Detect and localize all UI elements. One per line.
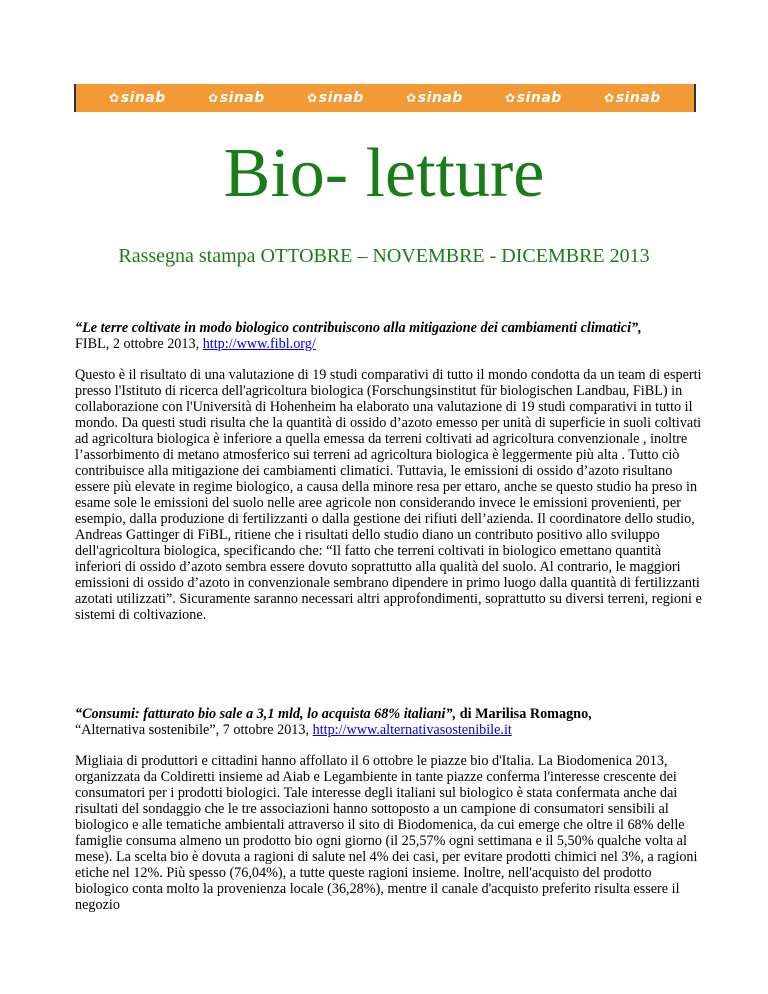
page-title: Bio- letture [223,135,545,212]
sinab-logo: ✿ sinab [307,90,364,106]
article-link[interactable]: http://www.alternativasostenibile.it [312,722,512,738]
sinab-logo: ✿ sinab [604,90,661,106]
sinab-leaf-icon: ✿ [208,91,219,105]
sinab-leaf-icon: ✿ [505,91,516,105]
article-body: Migliaia di produttori e cittadini hanno affollato il 6 ottobre le piazze bio d'Italia. La Biodomenica 2013, organizzata da Coldiretti insieme ad Aiab e Legambiente in tante piazze conferma l'interesse crescente dei consumatori per i prodotti biologici. Tale interesse degli italiani sul biologico è stata confermata anche dai risultati del sondaggio che le tre associazioni hanno sottoposto a un campione di consumatori sensibili al biologico e alle tematiche ambientali attraverso il sito di Biodomenica, da cui emerge che oltre il 68% delle famiglie consuma almeno un prodotto bio ogni giorno (il 25,57% ogni settimana e il 5,50% qualche volta al mese). La scelta bio è dovuta a ragioni di salute nel 4% dei casi, per evitare prodotti chimici nel 3%, a ragioni etiche nel 12%. Più spesso (76,04%), a tutte queste ragioni insieme. Inoltre, nell'acquisto del prodotto biologico conta molto la provenienza locale (36,28%), mentre il canale d'acquisto preferito risulta essere il negozio [75,753,698,913]
sinab-leaf-icon: ✿ [604,91,615,105]
page-subtitle: Rassegna stampa OTTOBRE – NOVEMBRE - DICEMBRE 2013 [118,245,650,267]
article-headline [75,706,705,738]
article-body: Questo è il risultato di una valutazione di 19 studi comparativi di tutto il mondo condotta da un team di esperti presso l'Istituto di ricerca dell'agricoltura biologica (Forschungsinstitut für biologischen Landbau, FiBL) in collaborazione con l'Università di Hohenheim ha elaborato una valutazione di 19 studi comparativi in tutto il mondo. Da questi studi risulta che la quantità di ossido d’azoto emesso per unità di superficie in suoli coltivati ad agricoltura biologica è inferiore a quella emessa da terreni coltivati ad agricoltura convenzionale , inoltre l’assorbimento di metano atmosferico sui terreni ad agricoltura biologica è leggermente più alta . Tutto ciò contribuisce alla mitigazione dei cambiamenti climatici. Tuttavia, le emissioni di ossido d’azoto risultano essere più elevate in regime biologico, a causa della minore resa per ettaro, anche se questo studio ha preso in esame sole le emissioni del suolo nelle aree agricole non considerando invece le emissioni provenienti, per esempio, dalla produzione di fertilizzanti o dalla gestione dei rifiuti dell’azienda. Il coordinatore dello studio, Andreas Gattinger di FiBL, ritiene che i risultati dello studio diano un contributo positivo allo sviluppo dell'agricoltura biologica, specificando che: “Il fatto che terreni coltivati in biologico emettano quantità inferiori di ossido d’azoto sembra essere dovuto soprattutto alla qualità del suolo. Al contrario, le maggiori emissioni di ossido d’azoto in convenzionale sembrano dipendere in primo luogo dalla quantità di fertilizzanti azotati utilizzati”. Sicuramente saranno necessari altri approfondimenti, soprattutto su diversi terreni, regioni e sistemi di coltivazione. [75,367,702,623]
article-quote: “Le terre coltivate in modo biologico contribuiscono alla mitigazione dei cambiamenti climatici”, [75,320,642,336]
sinab-leaf-icon: ✿ [109,91,120,105]
article-source: FIBL, 2 ottobre 2013, [75,336,203,352]
article-1 [75,320,705,623]
sinab-logo: ✿ sinab [505,90,562,106]
article-2 [75,706,705,913]
article-author: di Marilisa Romagno, [456,706,592,722]
article-source: “Alternativa sostenibile”, 7 ottobre 2013, [75,722,313,738]
sinab-logo: ✿ sinab [208,90,265,106]
article-headline [75,320,705,352]
sinab-banner [74,84,696,112]
sinab-logo: ✿ sinab [406,90,463,106]
article-link[interactable]: http://www.fibl.org/ [202,336,316,352]
sinab-logo: ✿ sinab [109,90,166,106]
sinab-leaf-icon: ✿ [307,91,318,105]
article-quote: “Consumi: fatturato bio sale a 3,1 mld, lo acquista 68% italiani”, [75,706,457,722]
sinab-leaf-icon: ✿ [406,91,417,105]
